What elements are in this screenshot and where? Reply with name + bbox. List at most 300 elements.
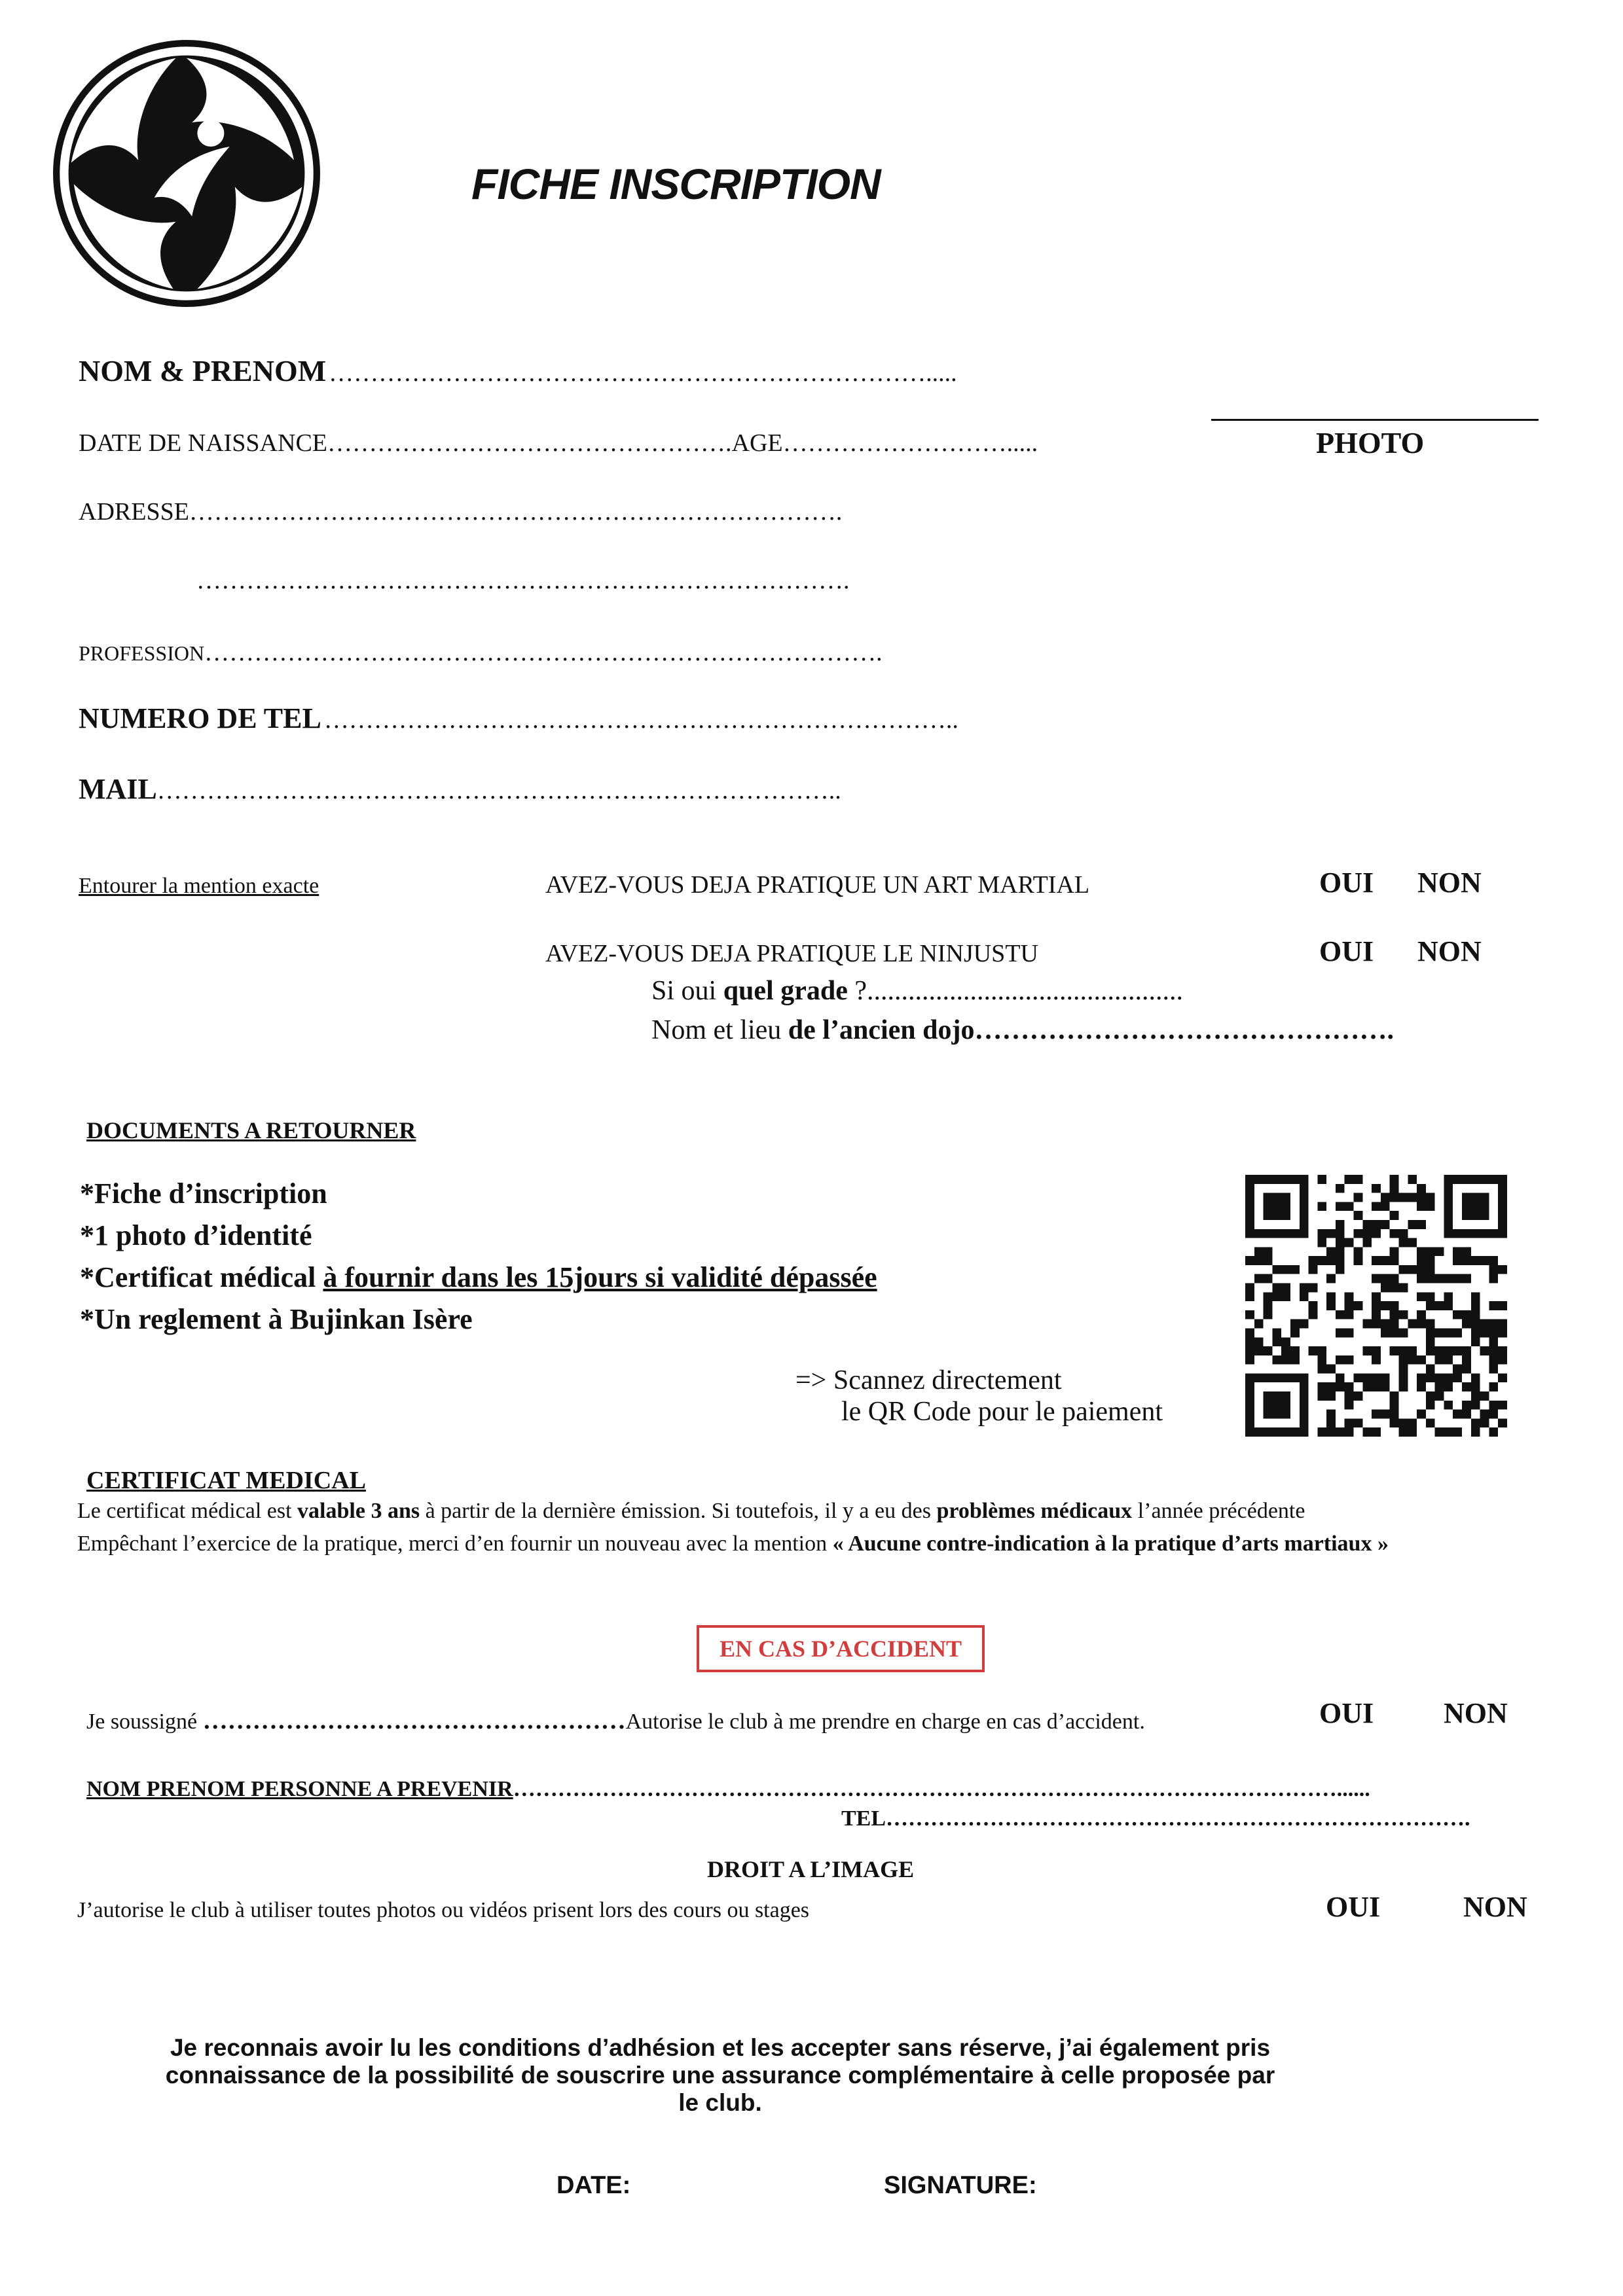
qr-module <box>1336 1427 1345 1437</box>
qr-module <box>1480 1391 1489 1401</box>
qr-module <box>1453 1247 1462 1256</box>
qr-module <box>1372 1319 1381 1329</box>
tel-prevenir-row[interactable] <box>841 1806 1470 1831</box>
q2-non-option[interactable]: NON <box>1417 935 1482 967</box>
qr-module <box>1381 1328 1390 1337</box>
grade-bold: quel grade <box>723 976 848 1006</box>
qr-module <box>1489 1319 1498 1329</box>
qr-module <box>1498 1355 1507 1365</box>
qr-module <box>1489 1328 1498 1337</box>
age-label: AGE <box>731 429 783 457</box>
qr-module <box>1272 1337 1281 1346</box>
qr-module <box>1372 1301 1381 1310</box>
qr-module <box>1390 1346 1399 1355</box>
qr-module <box>1444 1193 1453 1202</box>
qr-module <box>1362 1427 1372 1437</box>
qr-module <box>1435 1346 1444 1355</box>
qr-module <box>1300 1220 1309 1229</box>
qr-module <box>1245 1211 1254 1220</box>
qr-module <box>1444 1355 1453 1365</box>
qr-module <box>1462 1256 1471 1265</box>
qr-module <box>1272 1211 1281 1220</box>
qr-instruction-line1: => Scannez directement <box>795 1365 1062 1395</box>
qr-module <box>1381 1193 1390 1202</box>
qr-module <box>1462 1310 1471 1319</box>
qr-module <box>1245 1373 1254 1382</box>
qr-module <box>1462 1274 1471 1283</box>
qr-module <box>1480 1229 1489 1238</box>
qr-module <box>1326 1410 1336 1419</box>
qr-module <box>1390 1256 1399 1265</box>
cert-l1-a: Le certificat médical est <box>77 1499 298 1523</box>
qr-module <box>1336 1310 1345 1319</box>
qr-module <box>1272 1175 1281 1184</box>
qr-module <box>1444 1274 1453 1283</box>
qr-module <box>1254 1373 1264 1382</box>
qr-module <box>1245 1382 1254 1391</box>
qr-module <box>1480 1319 1489 1329</box>
qr-module <box>1336 1328 1345 1337</box>
qr-module <box>1381 1256 1390 1265</box>
qr-module <box>1354 1373 1363 1382</box>
qr-module <box>1336 1238 1345 1247</box>
qr-module <box>1489 1427 1498 1437</box>
qr-module <box>1245 1202 1254 1211</box>
qr-module <box>1245 1355 1254 1365</box>
qr-module <box>1471 1319 1480 1329</box>
qr-module <box>1417 1202 1426 1211</box>
qr-module <box>1300 1319 1309 1329</box>
qr-module <box>1281 1401 1290 1410</box>
qr-module <box>1345 1328 1354 1337</box>
qr-module <box>1317 1256 1326 1265</box>
qr-module <box>1398 1355 1408 1365</box>
qr-module <box>1336 1229 1345 1238</box>
qr-module <box>1362 1238 1372 1247</box>
qr-module <box>1408 1238 1417 1247</box>
qr-module <box>1326 1427 1336 1437</box>
qr-module <box>1290 1373 1300 1382</box>
qr-module <box>1281 1211 1290 1220</box>
soussigne-row[interactable] <box>86 1706 1145 1735</box>
qr-module <box>1272 1193 1281 1202</box>
qr-module <box>1444 1211 1453 1220</box>
qr-module <box>1480 1328 1489 1337</box>
qr-module <box>1444 1382 1453 1391</box>
qr-module <box>1336 1355 1345 1365</box>
qr-module <box>1354 1256 1363 1265</box>
qr-module <box>1264 1193 1273 1202</box>
qr-module <box>1381 1220 1390 1229</box>
qr-module <box>1444 1373 1453 1382</box>
qr-module <box>1453 1256 1462 1265</box>
qr-module <box>1336 1184 1345 1193</box>
qr-module <box>1426 1346 1435 1355</box>
qr-module <box>1489 1401 1498 1410</box>
adresse-line-2[interactable]: ……………………………………………………………………. <box>196 567 850 594</box>
qr-module <box>1471 1382 1480 1391</box>
qr-module <box>1417 1292 1426 1301</box>
qr-module <box>1398 1310 1408 1319</box>
qr-module <box>1426 1292 1435 1301</box>
dojo-row[interactable] <box>651 1014 1394 1046</box>
qr-module <box>1354 1193 1363 1202</box>
qr-module <box>1245 1229 1254 1238</box>
qr-module <box>1417 1247 1426 1256</box>
qr-module <box>1300 1373 1309 1382</box>
qr-module <box>1326 1292 1336 1301</box>
qr-module <box>1264 1229 1273 1238</box>
qr-module <box>1471 1193 1480 1202</box>
qr-module <box>1336 1247 1345 1256</box>
qr-module <box>1435 1382 1444 1391</box>
date-naissance-row[interactable] <box>79 429 1038 457</box>
tel-prevenir-label: TEL <box>841 1806 886 1831</box>
qr-module <box>1317 1427 1326 1437</box>
qr-module <box>1272 1355 1281 1365</box>
qr-module <box>1417 1319 1426 1329</box>
qr-module <box>1390 1229 1399 1238</box>
qr-module <box>1245 1220 1254 1229</box>
qr-module <box>1398 1229 1408 1238</box>
qr-module <box>1245 1310 1254 1319</box>
instruction-text: Entourer la mention exacte <box>79 874 319 898</box>
qr-module <box>1390 1175 1399 1184</box>
qr-module <box>1290 1328 1300 1337</box>
qr-module <box>1417 1310 1426 1319</box>
qr-module <box>1462 1401 1471 1410</box>
qr-module <box>1435 1391 1444 1401</box>
personne-prevenir-label: NOM PRENOM PERSONNE A PREVENIR <box>86 1777 513 1801</box>
qr-module <box>1381 1274 1390 1283</box>
qr-module <box>1498 1401 1507 1410</box>
qr-module <box>1398 1418 1408 1427</box>
qr-module <box>1281 1193 1290 1202</box>
qr-module <box>1398 1193 1408 1202</box>
qr-module <box>1398 1427 1408 1437</box>
qr-module <box>1245 1427 1254 1437</box>
qr-module <box>1354 1175 1363 1184</box>
qr-module <box>1272 1373 1281 1382</box>
qr-module <box>1471 1328 1480 1337</box>
qr-module <box>1426 1301 1435 1310</box>
qr-module <box>1489 1265 1498 1274</box>
qr-module <box>1471 1256 1480 1265</box>
qr-module <box>1426 1265 1435 1274</box>
soussigne-dots: …………………………………………… <box>202 1707 626 1734</box>
qr-module <box>1381 1283 1390 1293</box>
qr-module <box>1372 1274 1381 1283</box>
qr-module <box>1471 1229 1480 1238</box>
qr-module <box>1417 1265 1426 1274</box>
qr-module <box>1489 1355 1498 1365</box>
qr-module <box>1480 1193 1489 1202</box>
accident-box <box>697 1625 985 1672</box>
qr-module <box>1390 1328 1399 1337</box>
qr-module <box>1435 1328 1444 1337</box>
qr-module <box>1426 1256 1435 1265</box>
qr-module <box>1326 1256 1336 1265</box>
dojo-prefix: Nom et lieu <box>651 1015 788 1045</box>
qr-module <box>1381 1301 1390 1310</box>
tel-prevenir-dots: ……………………………………………………………………. <box>886 1806 1470 1831</box>
date-label[interactable]: DATE: <box>556 2172 631 2199</box>
club-logo-icon <box>52 39 321 308</box>
qr-module <box>1281 1391 1290 1401</box>
qr-module <box>1471 1211 1480 1220</box>
personne-prevenir-row[interactable] <box>86 1777 1370 1802</box>
qr-module <box>1462 1355 1471 1365</box>
qr-module <box>1417 1373 1426 1382</box>
qr-module <box>1444 1346 1453 1355</box>
qr-module <box>1398 1265 1408 1274</box>
qr-module <box>1309 1265 1318 1274</box>
qr-module <box>1281 1292 1290 1301</box>
qr-module <box>1264 1310 1273 1319</box>
qr-module <box>1390 1310 1399 1319</box>
qr-module <box>1362 1229 1372 1238</box>
qr-module <box>1398 1238 1408 1247</box>
qr-module <box>1398 1346 1408 1355</box>
qr-module <box>1398 1373 1408 1382</box>
accident-title: EN CAS D’ACCIDENT <box>719 1636 962 1662</box>
payment-qr-code-icon[interactable] <box>1245 1175 1507 1437</box>
qr-module <box>1471 1401 1480 1410</box>
qr-module <box>1300 1184 1309 1193</box>
qr-module <box>1326 1229 1336 1238</box>
image-oui-option[interactable]: OUI <box>1326 1891 1381 1923</box>
qr-module <box>1390 1391 1399 1401</box>
qr-module <box>1254 1247 1264 1256</box>
qr-module <box>1300 1391 1309 1401</box>
soussigne-label: Je soussigné <box>86 1710 203 1734</box>
q2-oui-option[interactable]: OUI <box>1319 935 1374 967</box>
qr-module <box>1444 1401 1453 1410</box>
dojo-bold: de l’ancien dojo………………………………………. <box>788 1015 1394 1045</box>
qr-module <box>1498 1229 1507 1238</box>
grade-prefix: Si oui <box>651 976 723 1006</box>
qr-module <box>1362 1346 1372 1355</box>
qr-module <box>1345 1310 1354 1319</box>
nom-prenom-row[interactable] <box>79 353 957 388</box>
qr-module <box>1426 1319 1435 1329</box>
mail-label: MAIL <box>79 773 157 805</box>
qr-module <box>1372 1373 1381 1382</box>
photo-frame-line <box>1211 419 1539 421</box>
qr-module <box>1462 1211 1471 1220</box>
qr-module <box>1354 1391 1363 1401</box>
qr-module <box>1471 1391 1480 1401</box>
qr-module <box>1390 1247 1399 1256</box>
qr-module <box>1426 1365 1435 1374</box>
qr-module <box>1254 1229 1264 1238</box>
qr-module <box>1272 1265 1281 1274</box>
image-non-option[interactable]: NON <box>1463 1891 1527 1923</box>
qr-module <box>1435 1355 1444 1365</box>
qr-module <box>1471 1427 1480 1437</box>
qr-module <box>1317 1355 1326 1365</box>
accident-non-option[interactable]: NON <box>1444 1697 1508 1729</box>
qr-module <box>1489 1175 1498 1184</box>
qr-module <box>1381 1410 1390 1419</box>
qr-module <box>1245 1337 1254 1346</box>
qr-module <box>1245 1175 1254 1184</box>
qr-module <box>1272 1229 1281 1238</box>
tel-row[interactable] <box>79 702 958 735</box>
qr-module <box>1281 1283 1290 1293</box>
qr-module <box>1245 1418 1254 1427</box>
qr-module <box>1362 1220 1372 1229</box>
qr-module <box>1453 1328 1462 1337</box>
qr-module <box>1417 1355 1426 1365</box>
cert-l1-b: valable 3 ans <box>297 1499 420 1523</box>
qr-module <box>1354 1247 1363 1256</box>
accident-oui-option[interactable]: OUI <box>1319 1697 1374 1729</box>
mail-row[interactable] <box>79 772 841 806</box>
qr-module <box>1317 1229 1326 1238</box>
nom-prenom-label: NOM & PRENOM <box>79 354 327 387</box>
qr-module <box>1290 1427 1300 1437</box>
qr-module <box>1290 1346 1300 1355</box>
qr-module <box>1471 1301 1480 1310</box>
qr-module <box>1408 1193 1417 1202</box>
qr-module <box>1290 1355 1300 1365</box>
qr-module <box>1326 1391 1336 1401</box>
qr-module <box>1498 1202 1507 1211</box>
qr-module <box>1390 1418 1399 1427</box>
document-item-photo: *1 photo d’identité <box>80 1219 312 1251</box>
qr-module <box>1489 1410 1498 1419</box>
qr-module <box>1354 1418 1363 1427</box>
qr-module <box>1417 1193 1426 1202</box>
age-dots: ………………………..... <box>782 429 1038 457</box>
question-ninjutsu: AVEZ-VOUS DEJA PRATIQUE LE NINJUSTU <box>545 940 1038 967</box>
qr-module <box>1390 1283 1399 1293</box>
qr-module <box>1317 1238 1326 1247</box>
qr-module <box>1336 1382 1345 1391</box>
qr-module <box>1471 1418 1480 1427</box>
grade-row[interactable] <box>651 975 1183 1007</box>
qr-module <box>1426 1193 1435 1202</box>
qr-module <box>1326 1274 1336 1283</box>
qr-module <box>1245 1193 1254 1202</box>
qr-module <box>1408 1319 1417 1329</box>
mail-dots: ……………………………………………………………………….. <box>156 777 841 804</box>
qr-module <box>1372 1382 1381 1391</box>
qr-module <box>1254 1346 1264 1355</box>
qr-module <box>1264 1256 1273 1265</box>
qr-module <box>1300 1175 1309 1184</box>
qr-module <box>1272 1328 1281 1337</box>
qr-module <box>1300 1283 1309 1293</box>
qr-module <box>1254 1256 1264 1265</box>
q1-oui-option[interactable]: OUI <box>1319 867 1374 899</box>
adresse-row[interactable] <box>79 497 842 526</box>
qr-module <box>1444 1427 1453 1437</box>
certificat-line-1 <box>77 1499 1305 1524</box>
qr-module <box>1426 1401 1435 1410</box>
qr-module <box>1336 1220 1345 1229</box>
qr-module <box>1426 1202 1435 1211</box>
date-naissance-label: DATE DE NAISSANCE <box>79 429 327 457</box>
qr-module <box>1372 1310 1381 1319</box>
qr-module <box>1372 1229 1381 1238</box>
q1-non-option[interactable]: NON <box>1417 867 1482 899</box>
qr-module <box>1264 1211 1273 1220</box>
qr-module <box>1272 1292 1281 1301</box>
qr-module <box>1272 1410 1281 1419</box>
profession-dots: ………………………………………………………………………. <box>204 639 883 666</box>
qr-module <box>1462 1319 1471 1329</box>
qr-module <box>1462 1202 1471 1211</box>
qr-module <box>1498 1328 1507 1337</box>
profession-row[interactable] <box>79 638 883 667</box>
qr-module <box>1264 1274 1273 1283</box>
qr-module <box>1354 1211 1363 1220</box>
qr-module <box>1408 1346 1417 1355</box>
grade-suffix: ?.............................................. <box>847 976 1184 1006</box>
qr-module <box>1264 1410 1273 1419</box>
qr-module <box>1471 1373 1480 1382</box>
qr-module <box>1498 1319 1507 1329</box>
qr-module <box>1390 1410 1399 1419</box>
qr-module <box>1390 1193 1399 1202</box>
question-art-martial: AVEZ-VOUS DEJA PRATIQUE UN ART MARTIAL <box>545 871 1090 899</box>
qr-module <box>1326 1418 1336 1427</box>
qr-module <box>1245 1410 1254 1419</box>
qr-module <box>1480 1346 1489 1355</box>
page-title: FICHE INSCRIPTION <box>471 160 881 208</box>
personne-prevenir-dots: …………………………………………………………………………………………………...... <box>513 1777 1370 1801</box>
qr-module <box>1498 1211 1507 1220</box>
qr-module <box>1345 1427 1354 1437</box>
qr-module <box>1317 1365 1326 1374</box>
qr-module <box>1372 1355 1381 1365</box>
qr-module <box>1417 1382 1426 1391</box>
qr-module <box>1326 1382 1336 1391</box>
qr-module <box>1317 1382 1326 1391</box>
qr-module <box>1309 1310 1318 1319</box>
qr-module <box>1390 1184 1399 1193</box>
qr-module <box>1345 1301 1354 1310</box>
qr-module <box>1498 1184 1507 1193</box>
qr-module <box>1372 1220 1381 1229</box>
nom-prenom-dots: ………………………………………………………………..... <box>329 359 957 387</box>
cert-l1-e: l’année précédente <box>1132 1499 1305 1523</box>
qr-module <box>1498 1265 1507 1274</box>
qr-module <box>1453 1274 1462 1283</box>
qr-module <box>1408 1355 1417 1365</box>
qr-module <box>1254 1319 1264 1329</box>
qr-module <box>1462 1193 1471 1202</box>
qr-module <box>1480 1418 1489 1427</box>
qr-module <box>1264 1373 1273 1382</box>
signature-label[interactable]: SIGNATURE: <box>884 2172 1037 2199</box>
qr-module <box>1309 1283 1318 1293</box>
qr-module <box>1462 1346 1471 1355</box>
qr-module <box>1372 1410 1381 1419</box>
qr-module <box>1453 1175 1462 1184</box>
qr-module <box>1326 1365 1336 1374</box>
qr-module <box>1309 1256 1318 1265</box>
qr-module <box>1408 1418 1417 1427</box>
qr-module <box>1281 1265 1290 1274</box>
qr-module <box>1264 1292 1273 1301</box>
qr-module <box>1281 1202 1290 1211</box>
qr-module <box>1336 1265 1345 1274</box>
qr-module <box>1390 1211 1399 1220</box>
qr-module <box>1398 1382 1408 1391</box>
